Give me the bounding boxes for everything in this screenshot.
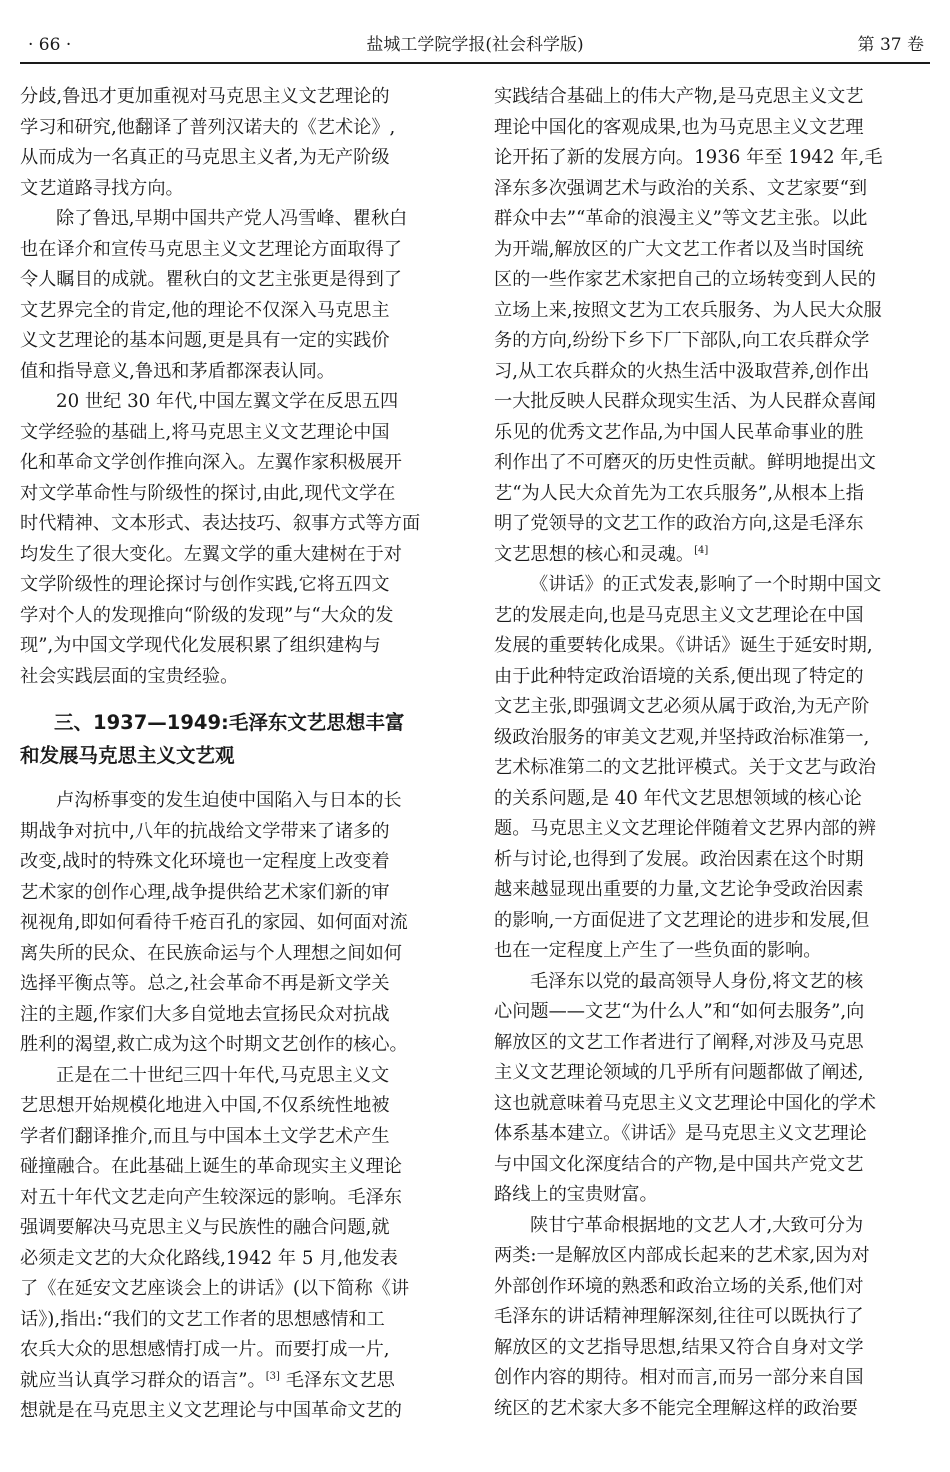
text-line: 立场上来,按照文艺为工农兵服务、为人民大众服 — [494, 299, 882, 321]
text-line: 发展的重要转化成果。《讲话》诞生于延安时期, — [494, 635, 873, 656]
text-line: 也在译介和宣传马克思主义文艺理论方面取得了 — [20, 238, 402, 260]
paragraph — [20, 204, 457, 387]
text-line: 文艺主张,即强调文艺必须从属于政治,为无产阶 — [494, 696, 870, 717]
text-line: 一大批反映人民群众现实生活、为人民群众喜闻 — [494, 391, 876, 412]
text-line: 为开端,解放区的广大文艺工作者以及当时国统 — [494, 238, 864, 260]
paragraph — [494, 1211, 931, 1425]
text-line: 越来越显现出重要的力量,文艺论争受政治因素 — [494, 879, 864, 900]
paragraph — [494, 82, 931, 570]
citation-ref[interactable]: [4] — [694, 544, 709, 556]
left-column — [20, 82, 457, 1427]
text-line: 路线上的宝贵财富。 — [494, 1184, 658, 1205]
text-line: 论开拓了新的发展方向。1936 年至 1942 年,毛 — [494, 147, 883, 168]
section-heading — [20, 706, 457, 772]
text-span: 就应当认真学习群众的语言”。 — [20, 1369, 266, 1391]
text-line: 现”,为中国文学现代化发展积累了组织建构与 — [20, 635, 381, 656]
text-line: 对文学革命性与阶级性的探讨,由此,现代文学在 — [20, 482, 396, 504]
page-number: · 66 · — [28, 35, 72, 55]
text-line: 时代精神、文本形式、表达技巧、叙事方式等方面 — [20, 513, 421, 534]
text-line: 利作出了不可磨灭的历史性贡献。鲜明地提出文 — [494, 452, 876, 473]
paragraph-body — [494, 82, 931, 540]
journal-title: 盐城工学院学报(社会科学版) — [366, 35, 584, 55]
paragraph — [494, 570, 931, 967]
text-line — [494, 540, 931, 571]
text-span: 文艺思想的核心和灵魂。 — [494, 543, 695, 565]
text-line: 化和革命文学创作推向深入。左翼作家积极展开 — [20, 452, 402, 473]
text-line: 区的一些作家艺术家把自己的立场转变到人民的 — [494, 269, 876, 290]
text-line: 理论中国化的客观成果,也为马克思主义文艺理 — [494, 116, 864, 138]
text-line: 外部创作环境的熟悉和政治立场的关系,他们对 — [494, 1275, 864, 1297]
text-line: 艺“为人民大众首先为工农兵服务”,从根本上指 — [494, 482, 864, 504]
text-line: 主义文艺理论领域的几乎所有问题都做了阐述, — [494, 1062, 864, 1083]
text-line: 艺的发展走向,也是马克思主义文艺理论在中国 — [494, 604, 864, 626]
text-line: 级政治服务的审美文艺观,并坚持政治标准第一, — [494, 726, 870, 748]
text-line: 注的主题,作家们大多自觉地去宣扬民众对抗战 — [20, 1003, 390, 1025]
text-line: 正是在二十世纪三四十年代,马克思主义文 — [56, 1064, 390, 1086]
volume-label: 第 37 卷 — [857, 35, 924, 55]
text-line: 文学阶级性的理论探讨与创作实践,它将五四文 — [20, 574, 390, 595]
text-line: 陕甘宁革命根据地的文艺人才,大致可分为 — [530, 1214, 864, 1236]
text-line: 想就是在马克思主义文艺理论与中国革命文艺的 — [20, 1400, 402, 1421]
text-line: 与中国文化深度结合的产物,是中国共产党文艺 — [494, 1153, 864, 1175]
text-line: 心问题——文艺“为什么人”和“如何去服务”,向 — [494, 1001, 865, 1022]
text-line: 学习和研究,他翻译了普列汉诺夫的《艺术论》, — [20, 116, 396, 138]
text-line: 毛泽东以党的最高领导人身份,将文艺的核 — [530, 970, 864, 992]
paragraph — [20, 1061, 457, 1427]
text-line: 值和指导意义,鲁迅和茅盾都深表认同。 — [20, 360, 335, 382]
text-line: 的影响,一方面促进了文艺理论的进步和发展,但 — [494, 909, 870, 931]
text-line: 学对个人的发现推向“阶级的发现”与“大众的发 — [20, 604, 394, 626]
text-line: 毛泽东的讲话精神理解深刻,往往可以既执行了 — [494, 1306, 864, 1327]
text-line: 明了党领导的文艺工作的政治方向,这是毛泽东 — [494, 513, 864, 534]
text-line: 文学经验的基础上,将马克思主义文艺理论中国 — [20, 421, 390, 443]
running-header — [20, 30, 930, 64]
text-line: 艺术标准第二的文艺批评模式。关于文艺与政治 — [494, 757, 876, 778]
text-line: 社会实践层面的宝贵经验。 — [20, 665, 239, 687]
text-line: 除了鲁迅,早期中国共产党人冯雪峰、瞿秋白 — [56, 208, 408, 229]
text-line: 文艺界完全的肯定,他的理论不仅深入马克思主 — [20, 299, 390, 321]
text-line: 期战争对抗中,八年的抗战给文学带来了诸多的 — [20, 820, 390, 842]
text-line: 题。马克思主义文艺理论伴随着文艺界内部的辨 — [494, 818, 876, 839]
paragraph — [494, 967, 931, 1211]
text-line: 视视角,即如何看待千疮百孔的家园、如何面对流 — [20, 912, 408, 933]
text-line: 了《在延安文艺座谈会上的讲话》(以下简称《讲 — [20, 1278, 410, 1299]
text-line: 艺思想开始规模化地进入中国,不仅系统性地被 — [20, 1095, 390, 1116]
right-column — [494, 82, 931, 1424]
text-line: 《讲话》的正式发表,影响了一个时期中国文 — [530, 574, 882, 595]
text-line: 的关系问题,是 40 年代文艺思想领域的核心论 — [494, 787, 862, 809]
text-line: 分歧,鲁迅才更加重视对马克思主义文艺理论的 — [20, 86, 390, 107]
text-line: 义文艺理论的基本问题,更是具有一定的实践价 — [20, 330, 390, 351]
citation-ref[interactable]: [3] — [265, 1370, 280, 1382]
text-line: 改变,战时的特殊文化环境也一定程度上改变着 — [20, 851, 390, 872]
text-line: 农兵大众的思想感情打成一片。而要打成一片, — [20, 1339, 390, 1360]
text-line: 强调要解决马克思主义与民族性的融合问题,就 — [20, 1217, 390, 1238]
text-line: 离失所的民众、在民族命运与个人理想之间如何 — [20, 942, 402, 964]
paragraph — [20, 82, 457, 204]
text-line: 乐见的优秀文艺作品,为中国人民革命事业的胜 — [494, 421, 864, 443]
text-line: 创作内容的期待。相对而言,而另一部分来自国 — [494, 1367, 864, 1388]
text-line: 话》),指出:“我们的文艺工作者的思想感情和工 — [20, 1308, 385, 1330]
text-line: 均发生了很大变化。左翼文学的重大建树在于对 — [20, 543, 402, 565]
text-line: 解放区的文艺工作者进行了阐释,对涉及马克思 — [494, 1031, 864, 1053]
text-line: 胜利的渴望,救亡成为这个时期文艺创作的核心。 — [20, 1034, 408, 1055]
text-line: 实践结合基础上的伟大产物,是马克思主义文艺 — [494, 86, 864, 107]
text-line: 由于此种特定政治语境的关系,便出现了特定的 — [494, 665, 864, 687]
text-line — [20, 1366, 457, 1397]
paragraph-body — [20, 1061, 457, 1366]
text-line: 学者们翻译推介,而且与中国本土文学艺术产生 — [20, 1125, 390, 1147]
text-line: 令人瞩目的成就。瞿秋白的文艺主张更是得到了 — [20, 269, 402, 290]
text-line: 从而成为一名真正的马克思主义者,为无产阶级 — [20, 147, 390, 168]
text-line: 两类:一是解放区内部成长起来的艺术家,因为对 — [494, 1245, 870, 1266]
text-line: 也在一定程度上产生了一些负面的影响。 — [494, 940, 822, 961]
text-span: 毛泽东文艺思 — [279, 1369, 395, 1391]
section-heading-line: 三、1937—1949:毛泽东文艺思想丰富 — [54, 711, 405, 734]
text-line: 文艺道路寻找方向。 — [20, 177, 184, 199]
text-line: 这也就意味着马克思主义文艺理论中国化的学术 — [494, 1092, 876, 1114]
text-line: 必须走文艺的大众化路线,1942 年 5 月,他发表 — [20, 1247, 398, 1269]
paragraph — [20, 786, 457, 1061]
text-line: 群众中去”“革命的浪漫主义”等文艺主张。以此 — [494, 208, 868, 229]
text-line: 碰撞融合。在此基础上诞生的革命现实主义理论 — [20, 1156, 402, 1177]
text-line: 卢沟桥事变的发生迫使中国陷入与日本的长 — [56, 790, 402, 811]
text-line: 务的方向,纷纷下乡下厂下部队,向工农兵群众学 — [494, 330, 870, 351]
text-line: 对五十年代文艺走向产生较深远的影响。毛泽东 — [20, 1186, 402, 1208]
text-line: 体系基本建立。《讲话》是马克思主义文艺理论 — [494, 1123, 867, 1144]
text-line: 20 世纪 30 年代,中国左翼文学在反思五四 — [56, 391, 399, 412]
text-line: 统区的艺术家大多不能完全理解这样的政治要 — [494, 1397, 858, 1419]
paragraph — [20, 387, 457, 692]
text-line: 艺术家的创作心理,战争提供给艺术家们新的审 — [20, 881, 390, 903]
text-line: 解放区的文艺指导思想,结果又符合自身对文学 — [494, 1336, 864, 1358]
text-line: 习,从工农兵群众的火热生活中汲取营养,创作出 — [494, 360, 870, 382]
section-heading-line: 和发展马克思主义文艺观 — [20, 744, 235, 767]
text-line: 析与讨论,也得到了发展。政治因素在这个时期 — [494, 848, 864, 870]
text-line: 泽东多次强调艺术与政治的关系、文艺家要“到 — [494, 177, 868, 199]
text-line: 选择平衡点等。总之,社会革命不再是新文学关 — [20, 973, 390, 994]
